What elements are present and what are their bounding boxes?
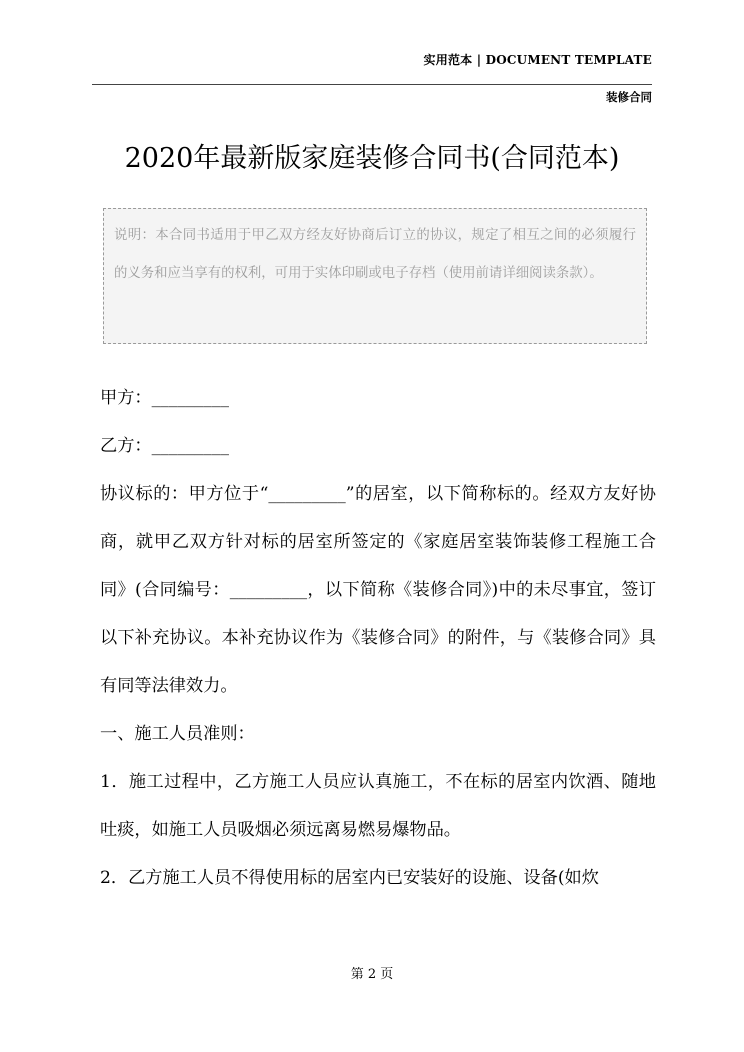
header-divider xyxy=(92,84,652,85)
section-heading: 一、施工人员准则： xyxy=(100,724,255,744)
clause-item-2: 2．乙方施工人员不得使用标的居室内已安装好的设施、设备(如炊 xyxy=(100,868,599,888)
note-box xyxy=(103,208,647,344)
document-title: 2020年最新版家庭装修合同书(合同范本) xyxy=(124,143,620,174)
note-text: 说明：本合同书适用于甲乙双方经友好协商后订立的协议，规定了相互之间的必须履行的义务和应当享有的权利，可用于实体印刷或电子存档（使用前请详细阅读条款）。 xyxy=(114,228,636,281)
contract-body xyxy=(100,374,656,902)
party-b-line: 乙方：_________ xyxy=(100,436,229,456)
page-number: 第 2 页 xyxy=(350,967,394,982)
party-a-line: 甲方：_________ xyxy=(100,388,229,408)
agreement-paragraph: 协议标的：甲方位于“_________”的居室，以下简称标的。经双方友好协商，就甲乙双方针对标的居室所签定的《家庭居室装饰装修工程施工合同》(合同编号：_________，以下简称《装修合同》)中的未尽事宜，签订以下补充协议。本补充协议作为《装修合同》的附件，与《装修合同》具有同等法律效力。 xyxy=(100,484,656,696)
header-category-label: 装修合同 xyxy=(606,90,652,104)
header-template-label: 实用范本 | DOCUMENT TEMPLATE xyxy=(423,53,652,67)
clause-item-1: 1．施工过程中，乙方施工人员应认真施工，不在标的居室内饮酒、随地吐痰，如施工人员吸烟必须远离易燃易爆物品。 xyxy=(100,772,656,840)
